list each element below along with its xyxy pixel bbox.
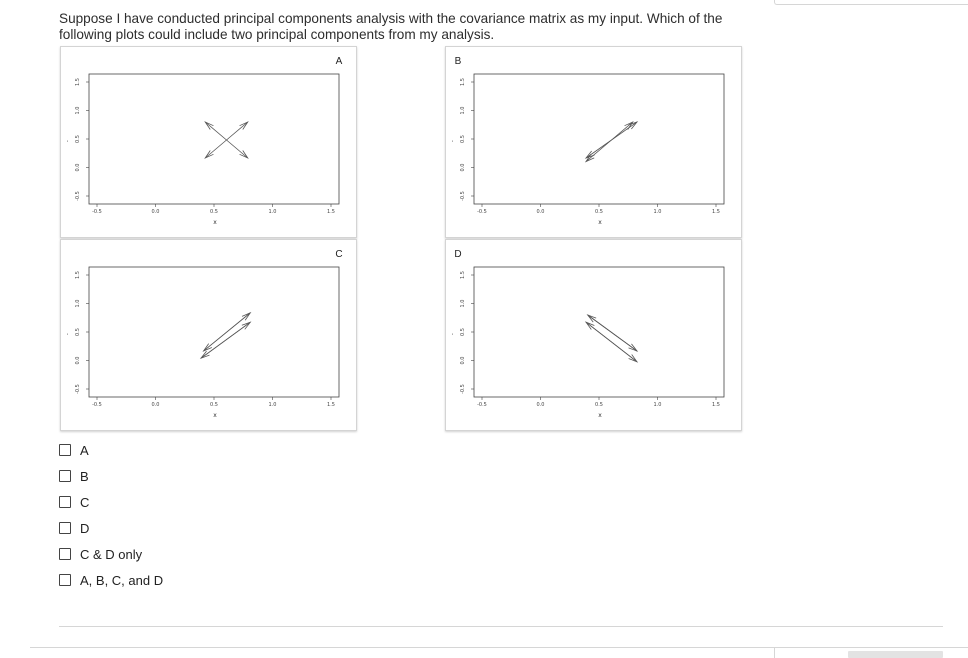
x-tick-label: 0.5 — [595, 209, 603, 215]
x-tick-label: 1.0 — [268, 402, 277, 408]
option-d[interactable] — [59, 515, 163, 541]
y-tick-label: 1.0 — [460, 299, 466, 308]
y-tick-label: 1.0 — [75, 299, 81, 308]
y-tick-label: 0.0 — [460, 356, 466, 365]
arrow — [586, 140, 612, 162]
x-tick-label: 0.0 — [536, 402, 545, 408]
x-tick-label: 1.0 — [653, 402, 662, 408]
y-tick-label: 1.0 — [460, 106, 466, 115]
arrow — [205, 140, 226, 158]
x-tick-label: 1.5 — [327, 402, 335, 408]
y-axis-stub: ' — [67, 334, 69, 340]
y-tick-label: -0.5 — [75, 384, 81, 394]
option-c-checkbox[interactable] — [59, 496, 71, 508]
x-tick-label: 0.0 — [536, 209, 545, 215]
y-tick-label: 0.5 — [75, 328, 81, 336]
option-c-and-d-only[interactable] — [59, 541, 163, 567]
option-a[interactable] — [59, 437, 163, 463]
option-all-checkbox[interactable] — [59, 574, 71, 586]
y-tick-label: 0.0 — [75, 356, 81, 365]
y-tick-label: -0.5 — [460, 191, 466, 201]
arrow — [227, 140, 248, 158]
arrow-shaft — [205, 122, 226, 140]
plot-frame — [474, 74, 724, 204]
x-axis-label: x — [213, 219, 217, 226]
y-axis-stub: ' — [452, 334, 454, 340]
y-axis-stub: ' — [452, 141, 454, 147]
option-d-checkbox[interactable] — [59, 522, 71, 534]
arrow-shaft — [205, 140, 226, 158]
option-c[interactable] — [59, 489, 163, 515]
option-b-label: B — [80, 468, 89, 484]
arrow — [588, 315, 637, 351]
x-tick-label: 0.5 — [210, 209, 218, 215]
x-axis-label: x — [213, 412, 217, 419]
plot-a — [60, 46, 357, 238]
x-tick-label: -0.5 — [477, 402, 487, 408]
plot-letter: C — [335, 249, 343, 260]
x-axis-label: x — [598, 219, 602, 226]
x-tick-label: 1.5 — [712, 209, 720, 215]
next-button[interactable] — [848, 651, 943, 658]
plot-frame — [89, 74, 339, 204]
answer-options — [59, 437, 163, 593]
option-all[interactable] — [59, 567, 163, 593]
plot-b-svg — [446, 47, 741, 237]
arrow-shaft — [227, 140, 248, 158]
arrow — [227, 122, 248, 140]
footer-separator — [774, 647, 775, 658]
x-tick-label: 1.0 — [653, 209, 662, 215]
plot-c-svg — [61, 240, 356, 430]
arrow — [201, 322, 250, 358]
option-c-and-d-only-label: C & D only — [80, 546, 143, 562]
y-tick-label: -0.5 — [460, 384, 466, 394]
option-c-label: C — [80, 494, 90, 510]
arrow-shaft — [612, 122, 633, 140]
x-tick-label: 0.0 — [151, 209, 160, 215]
arrow-shaft — [586, 140, 612, 162]
y-tick-label: 1.0 — [75, 106, 81, 115]
option-c-and-d-only-checkbox[interactable] — [59, 548, 71, 560]
arrow — [205, 122, 226, 140]
y-tick-label: 0.5 — [75, 135, 81, 143]
y-axis-stub: ' — [67, 141, 69, 147]
y-tick-label: 0.0 — [460, 163, 466, 172]
arrow — [612, 122, 638, 140]
y-tick-label: 0.5 — [460, 328, 466, 336]
arrow — [612, 122, 633, 140]
x-tick-label: 1.5 — [327, 209, 335, 215]
x-tick-label: -0.5 — [92, 402, 102, 408]
x-tick-label: -0.5 — [477, 209, 487, 215]
arrow-head — [586, 151, 595, 158]
option-b-checkbox[interactable] — [59, 470, 71, 482]
option-b[interactable] — [59, 463, 163, 489]
plot-letter: D — [454, 249, 462, 260]
y-tick-label: 0.0 — [75, 163, 81, 172]
y-tick-label: 1.5 — [75, 78, 81, 86]
arrow — [204, 313, 251, 351]
top-right-panel-edge — [774, 0, 968, 5]
plot-letter: A — [335, 56, 343, 67]
x-tick-label: 0.0 — [151, 402, 160, 408]
y-tick-label: 1.5 — [460, 271, 466, 279]
plot-frame — [89, 267, 339, 397]
y-tick-label: 1.5 — [75, 271, 81, 279]
option-a-label: A — [80, 442, 89, 458]
arrow-shaft — [612, 122, 638, 140]
x-tick-label: 0.5 — [210, 402, 218, 408]
question-text: Suppose I have conducted principal components analysis with the covariance matrix as my input. Which of the following plots could include two principal components from my analysis. — [59, 11, 723, 42]
y-tick-label: -0.5 — [75, 191, 81, 201]
plot-d-svg — [446, 240, 741, 430]
arrow-shaft — [204, 313, 251, 351]
plot-b — [445, 46, 742, 238]
footer-divider — [30, 647, 968, 648]
x-tick-label: 1.0 — [268, 209, 277, 215]
plot-a-svg — [61, 47, 356, 237]
arrow-shaft — [588, 315, 637, 351]
plot-c — [60, 239, 357, 431]
y-tick-label: 1.5 — [460, 78, 466, 86]
plot-d — [445, 239, 742, 431]
x-tick-label: -0.5 — [92, 209, 102, 215]
option-d-label: D — [80, 520, 90, 536]
x-axis-label: x — [598, 412, 602, 419]
arrow-shaft — [201, 322, 250, 358]
option-all-label: A, B, C, and D — [80, 572, 164, 588]
divider — [59, 626, 943, 627]
arrow-shaft — [227, 122, 248, 140]
arrow-shaft — [586, 322, 637, 362]
y-tick-label: 0.5 — [460, 135, 466, 143]
arrow — [586, 322, 637, 362]
x-tick-label: 0.5 — [595, 402, 603, 408]
option-a-checkbox[interactable] — [59, 444, 71, 456]
x-tick-label: 1.5 — [712, 402, 720, 408]
plot-letter: B — [454, 56, 462, 67]
